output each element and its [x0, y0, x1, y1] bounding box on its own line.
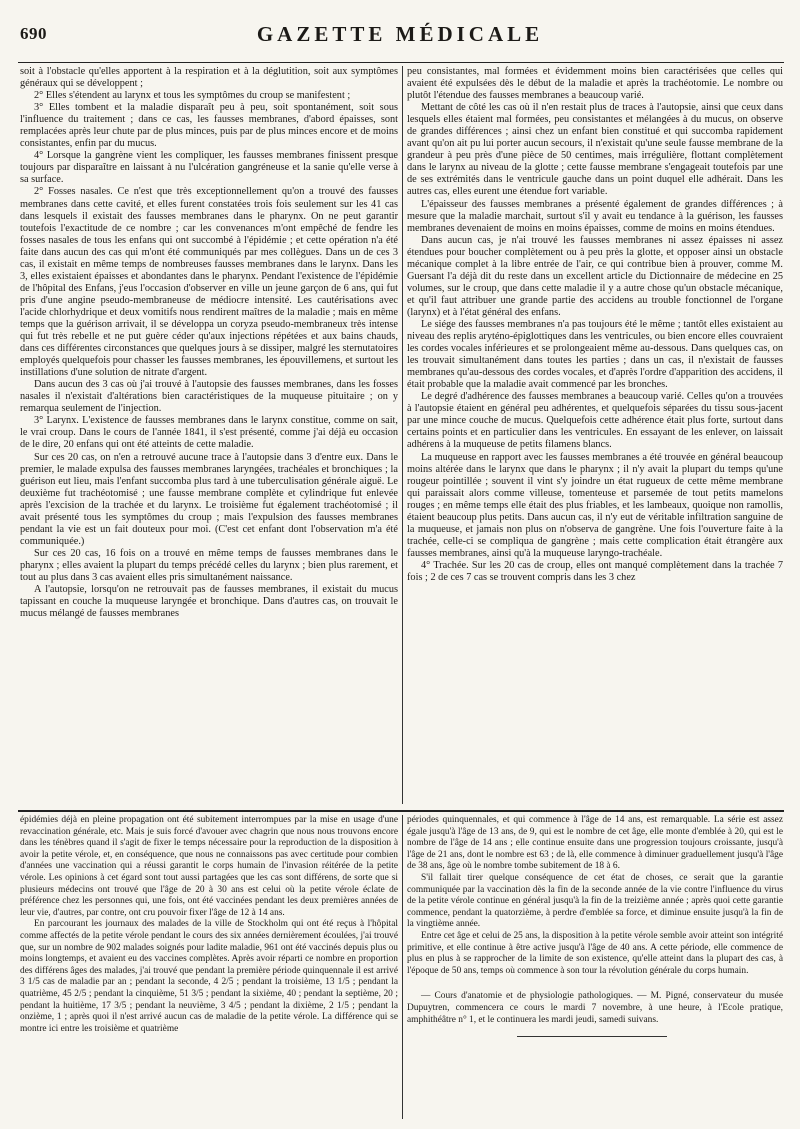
paragraph: Mettant de côté les cas où il n'en restait plus de traces à l'autopsie, ainsi que ceux dans lesquels elles étaient mal formées, peu consistantes et mélangées à du mucus, on observe de grandes différences ; ainsi chez un enfant bien constitué et qui succomba rapidement avant qu'on ait pu lui porter aucun secours, il n'existait qu'une seule fausse membrane de la grandeur à peu près d'une pièce de 50 centimes, mais irrégulière, flottant complètement dans le larynx au niveau de la glotte ; cette fausse membrane s'engageait toutefois par une de ses extrémités dans le ventricule gauche dans un point duquel elle adhérait. Dans les autres cas, elles eurent une étendue fort variable. [407, 102, 783, 198]
course-notice: — Cours d'anatomie et de physiologie pathologiques. — M. Pigné, conservateur du musée Dupuytren, commencera ce cours le mardi 7 novembre, à une heure, à l'Ecole pratique, amphithéâtre n° 1, et le continuera les mardi jeudi, samedi suivans. [407, 991, 783, 1025]
paragraph: Entre cet âge et celui de 25 ans, la disposition à la petite vérole semble avoir atteint son intégrité primitive, et elle continue à être active jusqu'à l'âge de 40 ans. A cette période, elle commence de plus en plus à se rapprocher de la limite de son existence, qu'elle atteint dans la plupart des cas, à l'époque de 50 ans, temps où commence à son tour la révolution générale du corps humain. [407, 930, 783, 976]
paragraph: Sur ces 20 cas, 16 fois on a trouvé en même temps de fausses membranes dans le pharynx ; elles avaient la plupart du temps précédé celles du larynx ; bien plus rarement, et tout au plus dans 3 cas avaient elles pris simultanément naissance. [20, 547, 398, 583]
section-nasal: 2° Fosses nasales. Ce n'est que très exceptionnellement qu'on a trouvé des fausses membranes dans cette cavité, et elles furent constatées trois fois seulement sur les 41 cas dans lesquels il existait des fausses membranes dans le pharynx. On ne peut garantir toutefois l'exactitude de ce nombre ; car les convenances m'ont empêché de fendre les fosses nasales de tous les enfans qui ont succombé à l'épidémie ; et cette opération n'a été faite dans aucun des cas qui m'ont été communiqués par mes collègues. Dans un de ces 3 cas, il existait en même temps de nombreuses fausses membranes dans le larynx. Dans les 3, elles existaient épaisses et abondantes dans le pharynx. Pendant l'existence de l'épidémie de l'hôpital des Enfans, j'eus l'occasion d'observer en ville un jeune garçon de 6 ans, qui fut pris d'une angine pseudo-membraneuse de médiocre intensité. Les cautérisations avec l'acide chlorhydrique et deux vomitifs nous rendirent maîtres de la maladie ; mais en même temps que la guérison arrivait, il se développa un coryza pseudo-membraneux très intense qui fut très rebelle et ne put guère céder qu'aux injections répétées et aux bains chauds, dans ces différentes circonstances que quelques jours à se dissiper, malgré les sternutatoires employés quelquefois pour chasser les fausses membranes, les épouvillemens, et surtout les instillations d'une solution de nitrate d'argent. [20, 186, 398, 379]
paragraph: soit à l'obstacle qu'elles apportent à la respiration et à la déglutition, soit aux symptômes généraux qui se développent ; [20, 66, 398, 90]
lower-left-column [20, 815, 398, 1119]
paragraph: Le siége des fausses membranes n'a pas toujours été le même ; tantôt elles existaient au niveau des replis aryténo-épiglottiques dans les ventricules, ou bien encore elles couvraient les cordes vocales inférieures et se prolongeaient même au-dessous. Dans quelques cas, on les trouvait simultanément dans toutes les parties ; dans un cas, il n'existait de fausses membranes qu'au-dessous des cordes vocales, et d'après l'ordre d'apparition des accidens, il était probable que la maladie avait commencé par les bronches. [407, 318, 783, 391]
lower-right-column [407, 815, 783, 1119]
page-header [14, 14, 786, 44]
column-divider [402, 815, 403, 1119]
paragraph: Dans aucun cas, je n'ai trouvé les fausses membranes ni assez épaisses ni assez étendues pour boucher complètement ou à peu près la glotte, et opposer ainsi un obstacle mécanique complet à la libre entrée de l'air, ce qui contribue bien à prouver, comme M. Guersant l'a déjà dit du reste dans un excellent article du Dictionnaire de médecine en 25 volumes, sur le croup, que dans cette maladie il y a autre chose qu'un obstacle mécanique, et qu'il faut attribuer une grande partie des accidens au trouble fonctionnel de l'organe (larynx) et à l'état général des enfans. [407, 234, 783, 318]
column-divider [402, 66, 403, 804]
paragraph: 2° Elles s'étendent au larynx et tous les symptômes du croup se manifestent ; [34, 90, 351, 102]
paragraph: La muqueuse en rapport avec les fausses membranes a été trouvée en général beaucoup moins altérée dans le larynx que dans le pharynx ; il n'y avait la plupart du temps qu'une rougeur pointillée ; souvent il vint s'y joindre un état rugueux de cette même membrane qui paraissait alors comme villeuse, tomenteuse et parsemée de tout petits mamelons rouges ; en même temps elle était des plus friables, et les lambeaux, quoique non ramollis, étaient beaucoup plus petits. Dans aucun cas, il n'y eut de véritable infiltration sanguine de la muqueuse, et jamais non plus on n'observa de gangrène. Une fois l'ouverture faite à la trachée, celle-ci se compliqua de gangrène ; mais cette complication était étrangère aux fausses membranes, ainsi qu'à la muqueuse laryngo-trachéale. [407, 451, 783, 559]
page-number: 690 [20, 24, 47, 43]
paragraph: peu consistantes, mal formées et évidemment moins bien caractérisées que celles qui avaient été expulsées dès le début de la maladie et après la trachéotomie. Le nombre ou plutôt l'étendue des fausses membranes a beaucoup varié. [407, 66, 783, 102]
paragraph: S'il fallait tirer quelque conséquence de cet état de choses, ce serait que la garantie communiquée par la vaccination dès la fin de la seconde année de la vie contre l'influence du virus de la petite vérole continue en général jusqu'à la fin de la treizième année ; après quoi cette garantie commence, pendant la quatorzième, à perdre d'emblée sa force, et diminue ensuite jusqu'à la fin de la vingtième année. [407, 872, 783, 930]
paragraph: En parcourant les journaux des malades de la ville de Stockholm qui ont été reçus à l'hôpital comme affectés de la petite vérole pendant le cours des six années dernièrement écoulées, j'ai trouvé que, sur un nombre de 902 malades soignés pour ladite maladie, 961 ont été vaccinés depuis plus ou moins longtemps, et avaient eu des vaccines complètes. Après avoir réparti ce nombre en proportion des différens âges des malades, j'ai trouvé que pendant la première période quinquennale il est arrivé 3 1/5 cas de maladie par an ; pendant la seconde, 4 2/5 ; pendant la troisième, 13 1/5 ; pendant la quatrième, 45 2/5 ; pendant la cinquième, 51 3/5 ; pendant la sixième, 40 ; pendant la septième, 20 ; pendant la huitième, 17 3/5 ; pendant la neuvième, 3 4/5 ; pendant la dixième, 2 1/5 ; pendant la onzième, 1 ; après quoi il n'est arrivé aucun cas de maladie de la petite vérole. La différence qui se montre ici entre les troisième et quatrième [20, 919, 398, 1034]
end-rule [517, 1036, 667, 1037]
paragraph: Dans aucun des 3 cas où j'ai trouvé à l'autopsie des fausses membranes, dans les fosses nasales il n'existait d'altérations bien caractéristiques de la muqueuse pituitaire ; on y remarqua seulement de l'injection. [20, 379, 398, 415]
upper-right-column [407, 66, 783, 804]
section-trachea: 4° Trachée. Sur les 20 cas de croup, elles ont manqué complètement dans la trachée 7 fois ; 2 de ces 7 cas se trouvent compris dans les 3 chez [407, 559, 783, 583]
upper-left-column [20, 66, 398, 804]
paragraph: 4° Lorsque la gangrène vient les compliquer, les fausses membranes finissent presque toujours par disparaître en laissant à nu l'ulcération gangréneuse et la sanie qu'elle verse à sa surface. [20, 150, 398, 186]
paragraph: épidémies déjà en pleine propagation ont été subitement interrompues par la mise en usage d'une revaccination générale, etc. Mais je suis forcé d'avouer avec chagrin que nous nous trouvons encore dans les ténèbres quand il s'agit de fixer le temps nécessaire pour la reproduction de la disposition à avoir la petite vérole, et, en conséquence, que nous ne connaissons pas avec certitude pour combien d'années une vaccination qui a réussi garantit le corps humain de l'invasion réitérée de la petite vérole. Les opinions à cet égard sont tout aussi partagées que les cas sont différens, de sorte que si plusieurs médecins ont trouvé que l'âge de 20 à 30 ans est celui où la petite vérole éclate de préférence chez les personnes qui, une fois, ont été vaccinées pendant les deux premières années de leur vie, d'autres, par contre, ont cru pouvoir fixer l'âge de 12 à 14 ans. [20, 815, 398, 918]
journal-title: GAZETTE MÉDICALE [256, 22, 544, 46]
paragraph: Sur ces 20 cas, on n'en a retrouvé aucune trace à l'autopsie dans 3 d'entre eux. Dans le premier, le malade expulsa des fausses membranes laryngées, trachéales et bronchiques ; la guérison eut lieu, mais l'enfant succomba plus tard à une tuberculisation générale aiguë. Le deuxième fut trachéotomisé ; une fausse membrane complète et cylindrique fut enlevée après l'excision de la trachée et du larynx. Le troisième fut également trachéotomisé ; il avait présenté tous les symptômes du croup ; mais l'expulsion des fausses membranes pendant la vie est un fait douteux pour moi. (C'est cet enfant dont l'observation m'a été communiquée.) [20, 451, 398, 547]
paragraph: Le degré d'adhérence des fausses membranes a beaucoup varié. Celles qu'on a trouvées à l'autopsie étaient en général peu adhérentes, et quelquefois séparées du tissu sous-jacent par une mince couche de mucus. Quelquefois cette adhérence était plus forte, surtout dans certains points et en particulier dans les ventricules. En essayant de les enlever, on laissait adhérens à la muqueuse de petits filamens blancs. [407, 391, 783, 451]
paragraph: L'épaisseur des fausses membranes a présenté également de grandes différences ; à mesure que la maladie marchait, surtout s'il y avait eu tendance à la guérison, les fausses membranes devenaient de moins en moins épaisses, comme de moins en moins étendues. [407, 198, 783, 234]
section-rule [18, 810, 784, 812]
header-rule [18, 62, 784, 63]
paragraph: A l'autopsie, lorsqu'on ne retrouvait pas de fausses membranes, il existait du mucus tapissant en couche la muqueuse laryngée et bronchique. Dans d'autres cas, on trouvait le mucus mélangé de fausses membranes [20, 584, 398, 620]
paragraph: périodes quinquennales, et qui commence à l'âge de 14 ans, est remarquable. La série est assez égale jusqu'à l'âge de 13 ans, de 9, qui est le nombre de cet âge, elle monte d'emblée à 20, qui est le nombre de l'âge de 14 ans ; elle continue ensuite dans une progression toujours croissante, jusqu'à l'âge de 21 ans, dont le nombre est 63 ; de là, elle commence à diminuer graduellement jusqu'à l'âge de 38 ans, âge où le nombre tombe subitement de 18 à 6. [407, 815, 783, 872]
section-larynx: 3° Larynx. L'existence de fausses membranes dans le larynx constitue, comme on sait, le vrai croup. Dans le cours de l'année 1841, il s'est présenté, comme j'ai déjà eu occasion de le dire, 20 enfans qui ont été atteints de cette maladie. [20, 415, 398, 451]
paragraph: 3° Elles tombent et la maladie disparaît peu à peu, soit spontanément, soit sous l'influence du traitement ; dans ce cas, les fausses membranes, d'abord épaisses, sont remplacées après leur chute par de plus minces, puis par de plus minces encore et de moins consistantes, enfin par du mucus. [20, 102, 398, 150]
